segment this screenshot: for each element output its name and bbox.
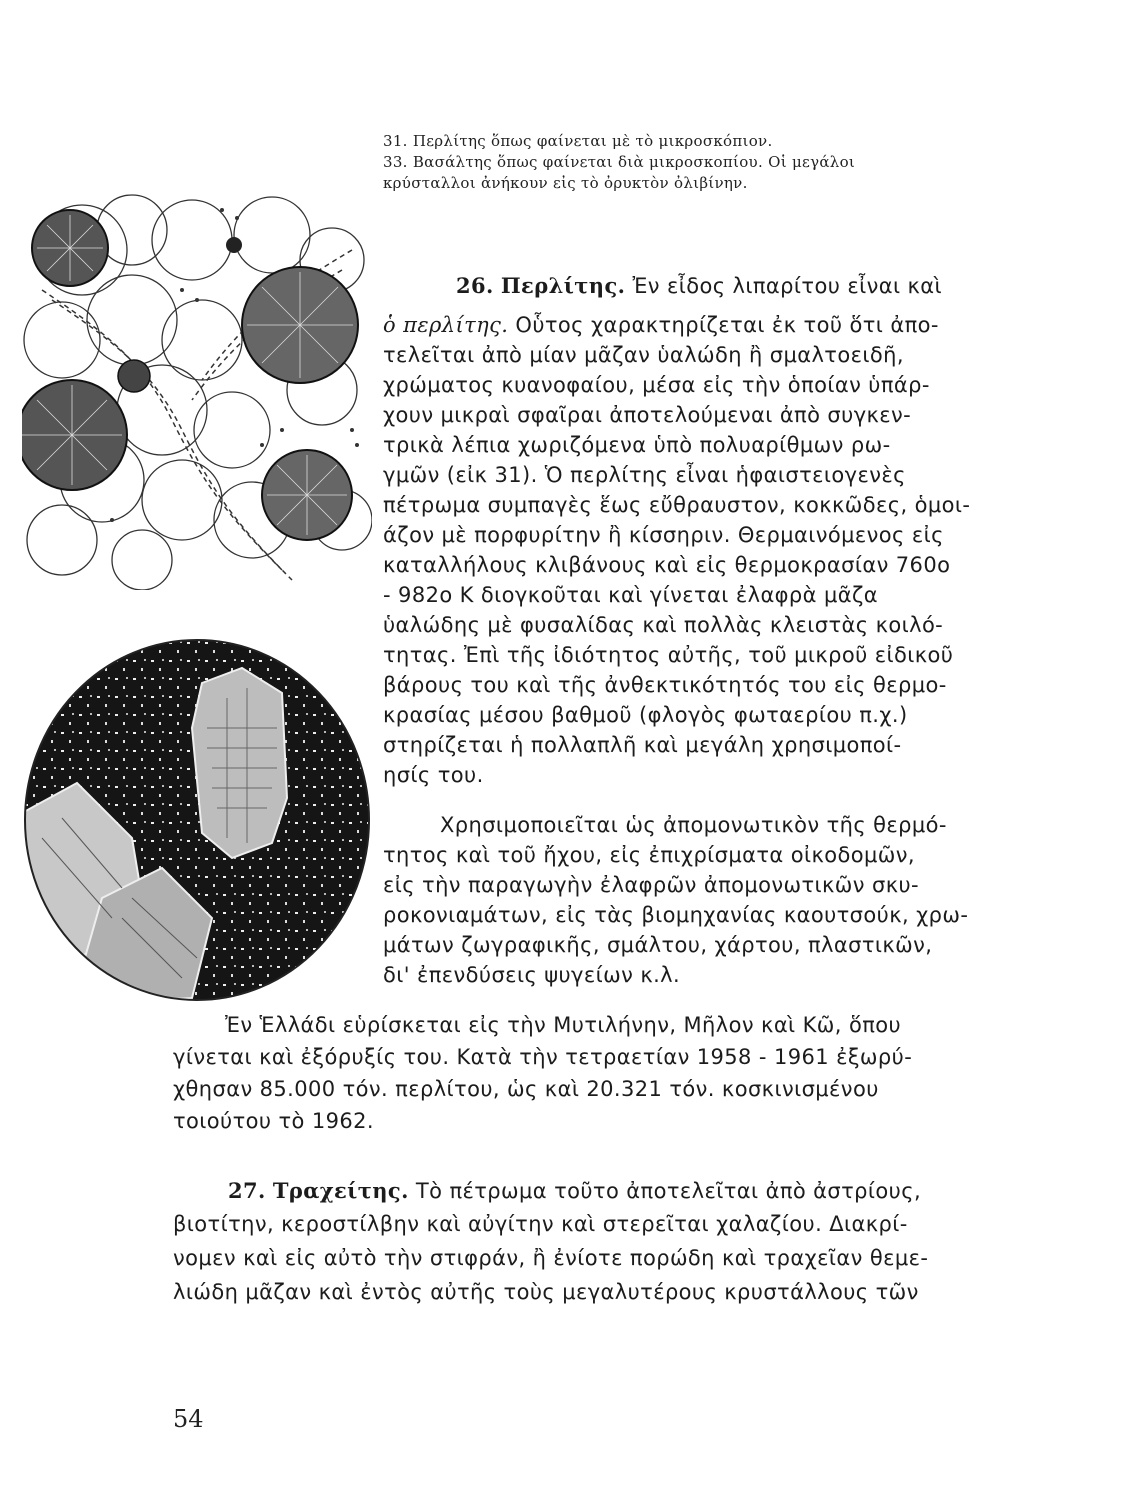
- uses-line-1: Χρησιμοποιεῖται ὡς ἀπομονωτικὸν τῆς θερμό-: [440, 813, 947, 837]
- perlite-line-7: γμῶν (εἰκ 31). Ὁ περλίτης εἶναι ἡφαιστειογενὲς: [383, 463, 906, 487]
- perlite-line-11: - 982ο Κ διογκοῦται καὶ γίνεται ἐλαφρὰ μᾶζα: [383, 583, 879, 607]
- perlite-line-2: ὁ περλίτης. Οὗτος χαρακτηρίζεται ἐκ τοῦ ὅτι ἀπο-: [383, 313, 939, 337]
- caption-fig-31: 31. Περλίτης ὅπως φαίνεται μὲ τὸ μικροσκόπιον.: [383, 132, 773, 150]
- perlite-line-4: χρώματος κυανοφαίου, μέσα εἰς τὴν ὁποίαν ὑπάρ-: [383, 373, 930, 397]
- perlite-line-13: τητας. Ἐπὶ τῆς ἰδιότητος αὐτῆς, τοῦ μικροῦ εἰδικοῦ: [383, 643, 954, 667]
- section-title: Περλίτης.: [500, 273, 626, 298]
- perlite-line-12: ὑαλώδης μὲ φυσαλίδας καὶ πολλὰς κλειστὰς κοιλό-: [383, 613, 944, 637]
- caption-fig-33: 33. Βασάλτης ὅπως φαίνεται διὰ μικροσκοπίου. Οἱ μεγάλοι: [383, 153, 856, 171]
- trachyte-line-4: λιώδη μᾶζαν καὶ ἐντὸς αὐτῆς τοὺς μεγαλυτέρους κρυστάλλους τῶν: [173, 1280, 919, 1304]
- greece-line-3: χθησαν 85.000 τόν. περλίτου, ὡς καὶ 20.321 τόν. κοσκινισμένου: [173, 1077, 879, 1101]
- perlite-drawing-figure: [22, 190, 372, 590]
- section-27-heading-line: 27. Τραχείτης. Τὸ πέτρωμα τοῦτο ἀποτελεῖται ἀπὸ ἀστρίους,: [228, 1178, 922, 1203]
- perlite-line-17: ησίς του.: [383, 763, 484, 787]
- perlite-line-8: πέτρωμα συμπαγὲς ἕως εὔθραυστον, κοκκῶδες, ὁμοι-: [383, 493, 971, 517]
- uses-line-6: δι' ἐπενδύσεις ψυγείων κ.λ.: [383, 963, 681, 987]
- caption-fig-33-cont: κρύσταλλοι ἀνήκουν εἰς τὸ ὀρυκτὸν ὀλιβίνην.: [383, 174, 748, 192]
- italic-term: ὁ περλίτης.: [383, 313, 509, 337]
- section-number: 26.: [456, 273, 494, 298]
- perlite-line-10: καταλλήλους κλιβάνους καὶ εἰς θερμοκρασίαν 760ο: [383, 553, 951, 577]
- page-number: 54: [173, 1405, 204, 1433]
- section-title: Τραχείτης.: [272, 1178, 409, 1203]
- perlite-line-6: τρικὰ λέπια χωριζόμενα ὑπὸ πολυαρίθμων ρω-: [383, 433, 891, 457]
- uses-line-3: εἰς τὴν παραγωγὴν ἐλαφρῶν ἀπομονωτικῶν σκυ-: [383, 873, 920, 897]
- uses-line-4: ροκονιαμάτων, εἰς τὰς βιομηχανίας καουτσούκ, χρω-: [383, 903, 969, 927]
- greece-line-2: γίνεται καὶ ἐξόρυξίς του. Κατὰ τὴν τετραετίαν 1958 - 1961 ἐξωρύ-: [173, 1045, 913, 1069]
- perlite-line-5: χουν μικραὶ σφαῖραι ἀποτελούμεναι ἀπὸ συγκεν-: [383, 403, 912, 427]
- perlite-line-15: κρασίας μέσου βαθμοῦ (φλογὸς φωταερίου π.χ.): [383, 703, 908, 727]
- trachyte-line-3: νομεν καὶ εἰς αὐτὸ τὴν στιφράν, ἢ ἐνίοτε πορώδη καὶ τραχεῖαν θεμε-: [173, 1246, 929, 1270]
- perlite-line-9: άζον μὲ πορφυρίτην ἢ κίσσηριν. Θερμαινόμενος εἰς: [383, 523, 944, 547]
- perlite-line-14: βάρους του καὶ τῆς ἀνθεκτικότητός του εἰς θερμο-: [383, 673, 947, 697]
- section-number: 27.: [228, 1178, 266, 1203]
- perlite-line-16: στηρίζεται ἡ πολλαπλῆ καὶ μεγάλη χρησιμοποί-: [383, 733, 902, 757]
- section-26-heading-line: [456, 273, 942, 298]
- greece-line-1: Ἐν Ἑλλάδι εὑρίσκεται εἰς τὴν Μυτιλήνην, Μῆλον καὶ Κῶ, ὅπου: [225, 1013, 902, 1037]
- greece-line-4: τοιούτου τὸ 1962.: [173, 1109, 374, 1133]
- perlite-line-3: τελεῖται ἀπὸ μίαν μᾶζαν ὑαλώδη ἢ σμαλτοειδῆ,: [383, 343, 904, 367]
- uses-line-5: μάτων ζωγραφικῆς, σμάλτου, χάρτου, πλαστικῶν,: [383, 933, 933, 957]
- basalt-micrograph-figure: [22, 638, 372, 1003]
- uses-line-2: τητος καὶ τοῦ ἤχου, εἰς ἐπιχρίσματα οἰκοδομῶν,: [383, 843, 915, 867]
- section-intro: Ἐν εἶδος λιπαρίτου εἶναι καὶ: [632, 274, 943, 298]
- trachyte-line-2: βιοτίτην, κεροστίλβην καὶ αὐγίτην καὶ στερεῖται χαλαζίου. Διακρί-: [173, 1212, 908, 1236]
